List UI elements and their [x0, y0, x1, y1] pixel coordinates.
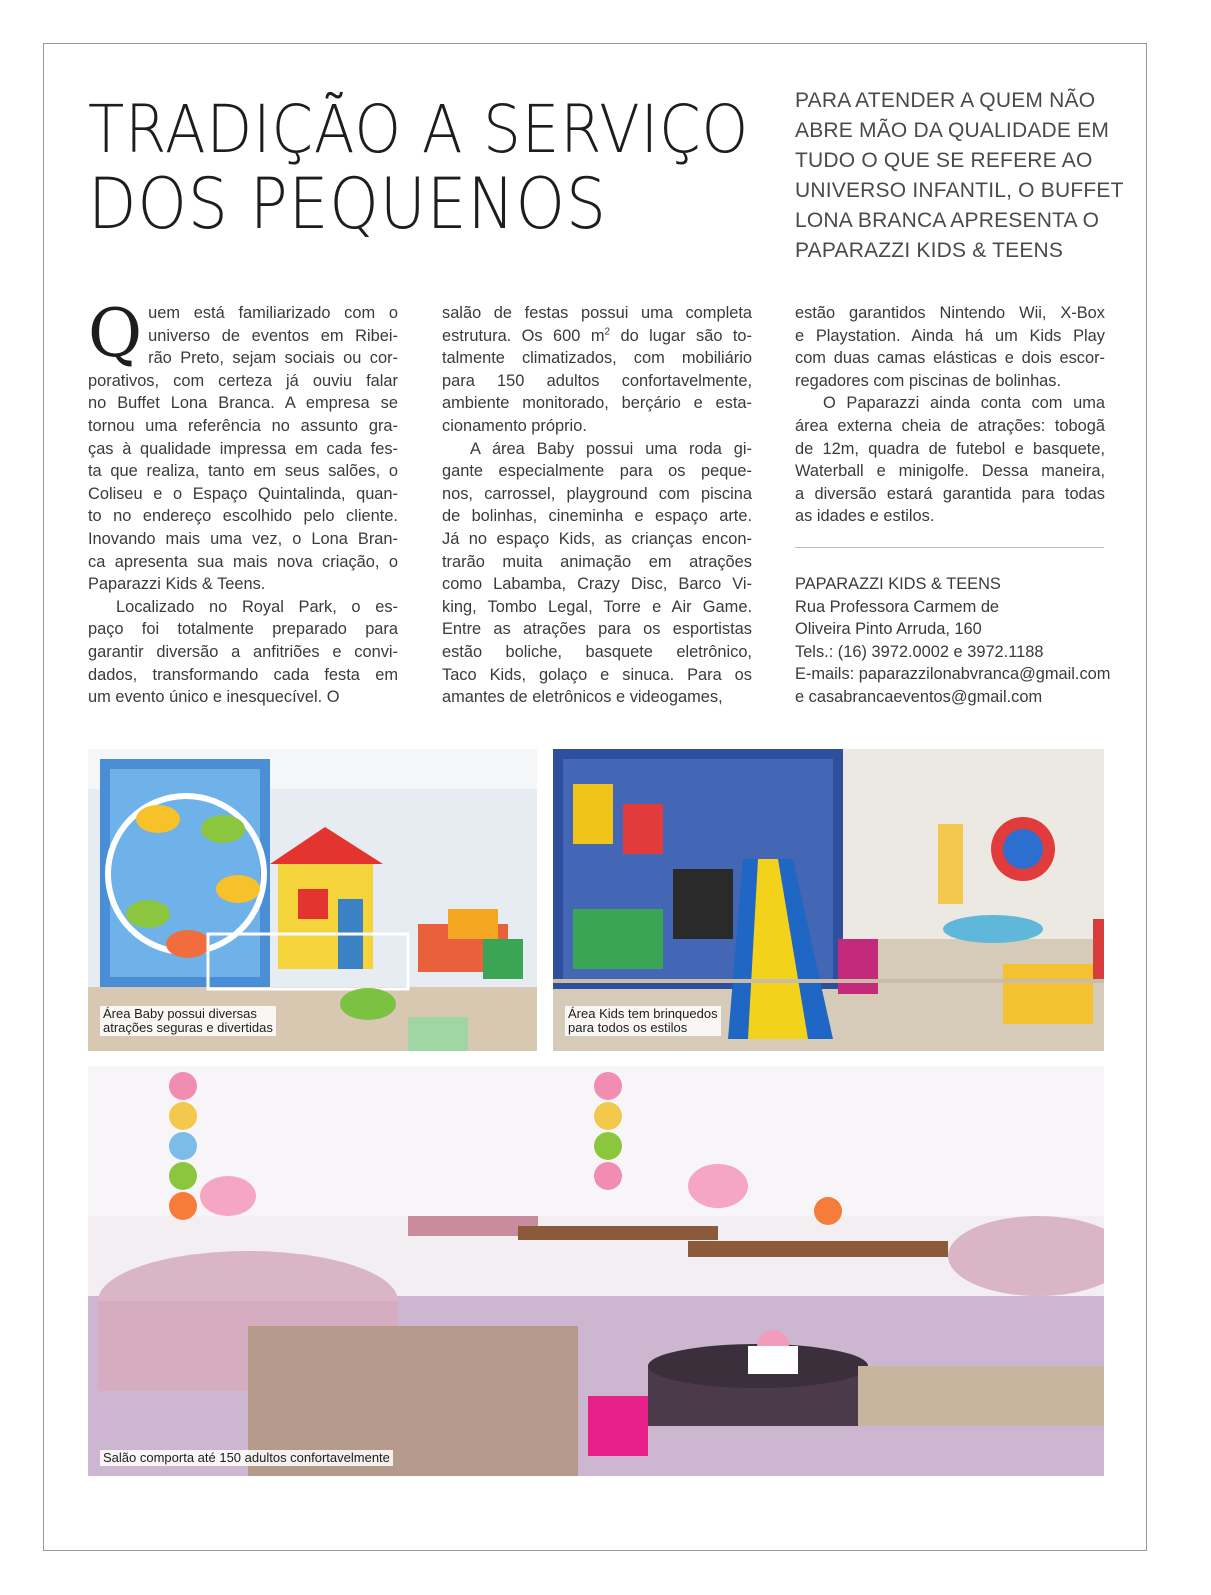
- text-line: talmente climatizados, com mobiliário: [442, 349, 752, 368]
- contact-address: Oliveira Pinto Arruda, 160: [795, 620, 982, 639]
- text-line: como Labamba, Crazy Disc, Barco Vi-: [442, 575, 752, 594]
- text-line: paço foi totalmente preparado para: [88, 620, 398, 639]
- lede-line: PAPARAZZI KIDS & TEENS: [795, 239, 1064, 262]
- text-line: área externa cheia de atrações: tobogã: [795, 416, 1105, 435]
- contact-phones: Tels.: (16) 3972.0002 e 3972.1188: [795, 642, 1044, 661]
- text-line: Já no espaço Kids, as crianças encon-: [442, 529, 752, 548]
- text-line: para 150 adultos confortavelmente,: [442, 371, 752, 390]
- text-fragment: estrutura. Os 600 m: [442, 326, 605, 345]
- caption-line: Área Kids tem brinquedos: [568, 1006, 718, 1021]
- photo-caption: [565, 1006, 721, 1036]
- text-line: regadores com piscinas de bolinhas.: [795, 371, 1062, 390]
- photo-party-hall-illustration: [88, 1066, 1104, 1476]
- text-fragment: do lugar são to-: [610, 326, 753, 345]
- contact-emails: E-mails: paparazzilonabvranca@gmail.com: [795, 665, 1111, 684]
- lede-line: UNIVERSO INFANTIL, O BUFFET: [795, 179, 1124, 202]
- article-column-1: [88, 295, 398, 709]
- text-line: nos, carrossel, playground com piscina: [442, 484, 752, 503]
- contact-name: PAPARAZZI KIDS & TEENS: [795, 575, 1001, 593]
- text-line: Paparazzi Kids & Teens.: [88, 575, 266, 594]
- superscript: 2: [604, 326, 611, 338]
- lede-line: TUDO O QUE SE REFERE AO: [795, 149, 1093, 172]
- text-line: ta que realiza, tanto em seus salões, o: [88, 462, 398, 481]
- paragraph: [88, 596, 398, 709]
- text-line: e Playstation. Ainda há um Kids Play: [795, 326, 1105, 345]
- headline-line-2: DOS PEQUENOS: [88, 163, 607, 245]
- text-line: ças à qualidade impressa em cada fes-: [88, 439, 398, 458]
- caption-line: atrações seguras e divertidas: [103, 1020, 273, 1035]
- photo-caption: [100, 1450, 393, 1466]
- headline: [88, 91, 750, 245]
- contact-box: [795, 573, 1115, 709]
- article-column-3: [795, 302, 1105, 528]
- text-line: garantir diversão a anfitriões e convi-: [88, 642, 398, 661]
- lede-line: PARA ATENDER A QUEM NÃO: [795, 89, 1096, 112]
- text-line: uem está familiarizado com o: [148, 304, 398, 322]
- text-line: Localizado no Royal Park, o es-: [116, 597, 398, 616]
- text-line: rão Preto, sejam sociais ou cor-: [148, 349, 398, 368]
- text-line: no Buffet Lona Branca. A empresa se: [88, 394, 398, 413]
- contact-address: Rua Professora Carmem de: [795, 597, 1000, 616]
- text-line: gante especialmente para os peque-: [442, 462, 752, 481]
- contact-emails: e casabrancaeventos@gmail.com: [795, 687, 1043, 706]
- caption-line: Área Baby possui diversas: [103, 1006, 257, 1021]
- text-line: universo de eventos em Ribei-: [148, 326, 398, 345]
- text-line: ca apresenta sua mais nova criação, o: [88, 552, 398, 571]
- text-line: dados, transformando cada festa em: [88, 665, 398, 684]
- text-line: as idades e estilos.: [795, 507, 935, 526]
- paragraph: [795, 392, 1105, 528]
- photo-kids-area: [553, 749, 1104, 1051]
- text-line: Waterball e minigolfe. Dessa maneira,: [795, 462, 1105, 481]
- lede-line: ABRE MÃO DA QUALIDADE EM: [795, 119, 1110, 142]
- caption-line: para todos os estilos: [568, 1020, 688, 1035]
- text-line: salão de festas possui uma completa: [442, 304, 752, 322]
- paragraph: [88, 295, 398, 596]
- text-line: porativos, com certeza já ouviu falar: [88, 371, 398, 390]
- lede-line: LONA BRANCA APRESENTA O: [795, 209, 1100, 232]
- text-line: a diversão estará garantida para todas: [795, 484, 1105, 503]
- text-line: trarão muita animação em atrações: [442, 552, 752, 571]
- text-line: O Paparazzi ainda conta com uma: [823, 394, 1105, 413]
- photo-caption: [100, 1006, 276, 1036]
- photo-party-hall: [88, 1066, 1104, 1476]
- text-line: ambiente monitorado, berçário e esta-: [442, 394, 752, 413]
- text-line: Inovando mais uma vez, o Lona Bran-: [88, 529, 398, 548]
- drop-cap: Q: [88, 295, 143, 372]
- lede: [795, 86, 1124, 266]
- paragraph: [442, 438, 752, 709]
- article-column-2: [442, 302, 752, 709]
- text-line: A área Baby possui uma roda gi-: [470, 439, 752, 458]
- text-line: [442, 325, 752, 348]
- text-line: Coliseu e o Espaço Quintalinda, quan-: [88, 484, 398, 503]
- text-line: um evento único e inesquecível. O: [88, 688, 340, 707]
- text-line: estão boliche, basquete eletrônico,: [442, 642, 752, 661]
- text-line: Taco Kids, golaço e sinuca. Para os: [442, 665, 752, 684]
- paragraph: [795, 302, 1105, 392]
- text-line: tornou uma referência no assunto gra-: [88, 416, 398, 435]
- divider: [795, 547, 1104, 548]
- text-line: amantes de eletrônicos e videogames,: [442, 688, 723, 707]
- text-line: com duas camas elásticas e dois escor-: [795, 349, 1105, 368]
- text-line: de 12m, quadra de futebol e basquete,: [795, 439, 1105, 458]
- headline-line-1: TRADIÇÃO A SERVIÇO: [88, 91, 750, 168]
- text-line: Entre as atrações para os esportistas: [442, 620, 752, 639]
- text-line: de bolinhas, cineminha e espaço arte.: [442, 507, 752, 526]
- paragraph: [442, 302, 752, 438]
- text-line: estão garantidos Nintendo Wii, X-Box: [795, 304, 1105, 322]
- caption-line: Salão comporta até 150 adultos confortavelmente: [103, 1450, 390, 1465]
- text-line: king, Tombo Legal, Torre e Air Game.: [442, 597, 752, 616]
- photo-baby-area: [88, 749, 537, 1051]
- text-line: to no endereço escolhido pelo cliente.: [88, 507, 398, 526]
- text-line: cionamento próprio.: [442, 416, 587, 435]
